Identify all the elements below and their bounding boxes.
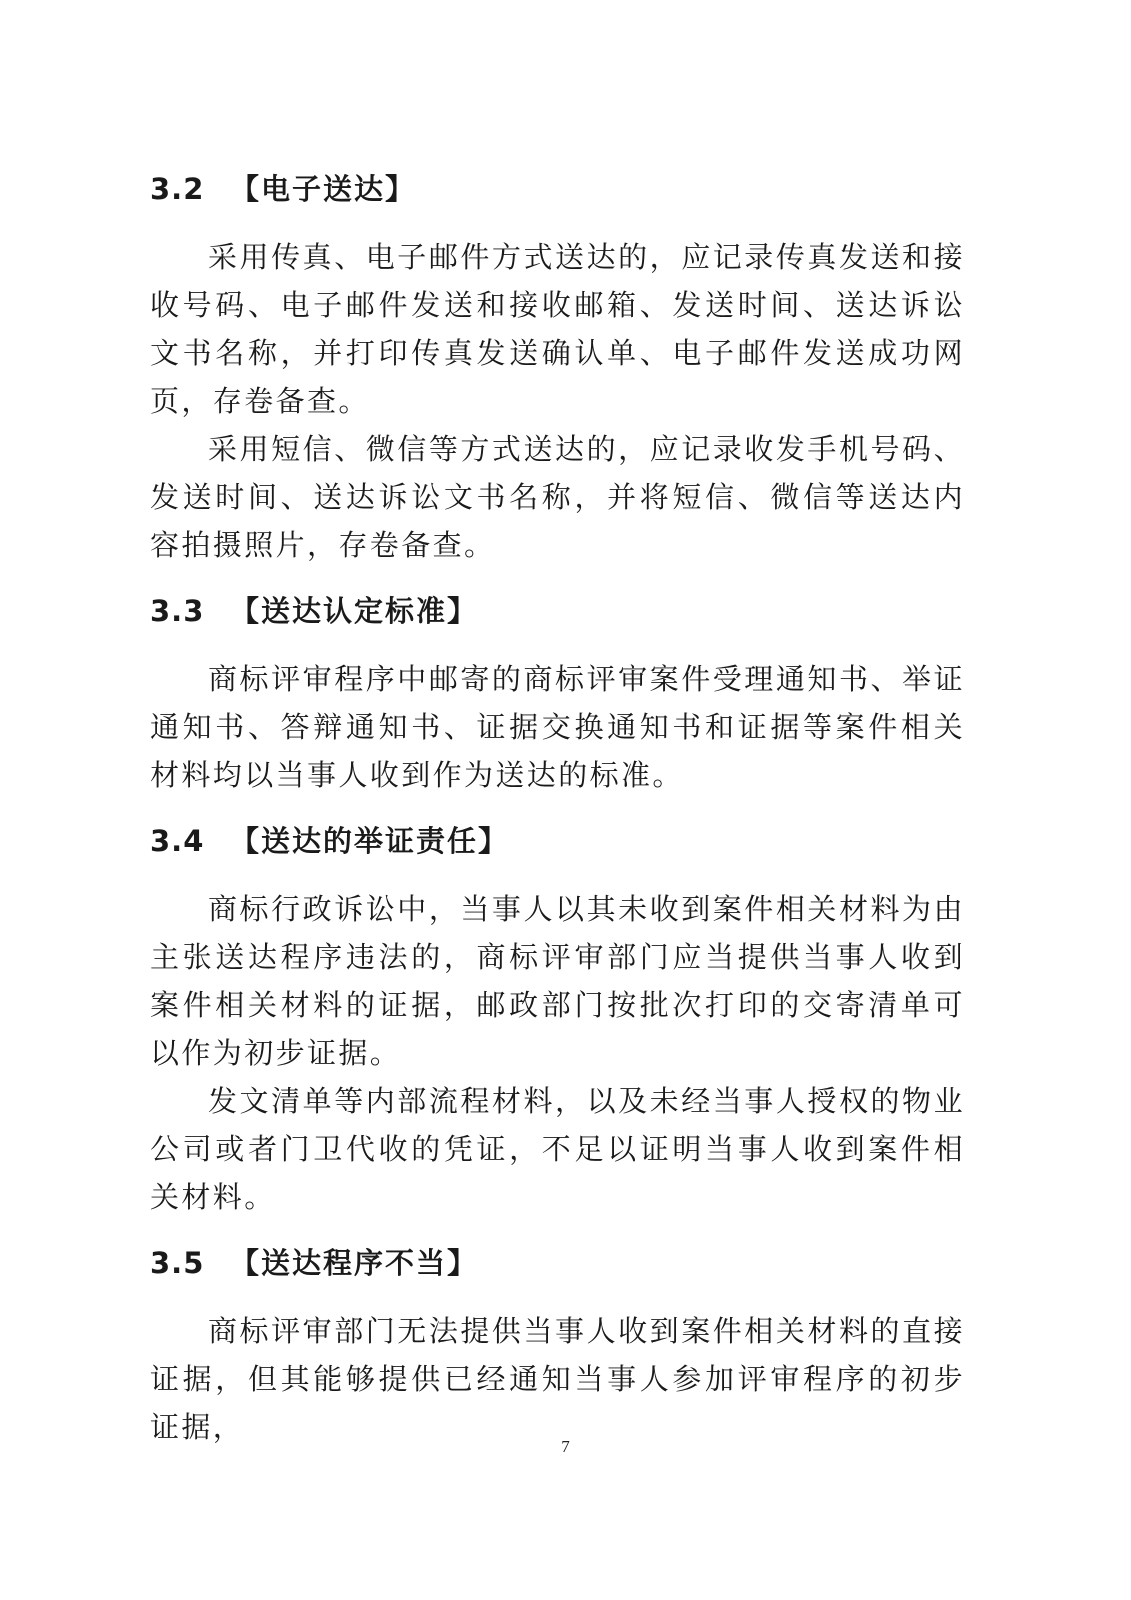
document-body (150, 165, 965, 1451)
section-3-2 (150, 165, 965, 569)
paragraph: 商标评审部门无法提供当事人收到案件相关材料的直接证据，但其能够提供已经通知当事人参加评审程序的初步证据， (150, 1314, 965, 1444)
section-number: 3.3 (150, 594, 205, 628)
paragraph: 采用短信、微信等方式送达的，应记录收发手机号码、发送时间、送达诉讼文书名称，并将短信、微信等送达内容拍摄照片，存卷备查。 (150, 432, 965, 562)
section-number: 3.2 (150, 172, 205, 206)
paragraph: 采用传真、电子邮件方式送达的，应记录传真发送和接收号码、电子邮件发送和接收邮箱、发送时间、送达诉讼文书名称，并打印传真发送确认单、电子邮件发送成功网页，存卷备查。 (150, 240, 965, 418)
section-3-4 (150, 817, 965, 1221)
section-heading (150, 1239, 965, 1287)
section-title: 【电子送达】 (230, 172, 417, 206)
paragraph: 商标行政诉讼中，当事人以其未收到案件相关材料为由主张送达程序违法的，商标评审部门应当提供当事人收到案件相关材料的证据，邮政部门按批次打印的交寄清单可以作为初步证据。 (150, 892, 965, 1070)
paragraph: 商标评审程序中邮寄的商标评审案件受理通知书、举证通知书、答辩通知书、证据交换通知书和证据等案件相关材料均以当事人收到作为送达的标准。 (150, 662, 965, 792)
section-3-3 (150, 587, 965, 799)
paragraph: 发文清单等内部流程材料，以及未经当事人授权的物业公司或者门卫代收的凭证，不足以证明当事人收到案件相关材料。 (150, 1084, 965, 1214)
section-title: 【送达认定标准】 (230, 594, 479, 628)
section-heading (150, 817, 965, 865)
section-number: 3.5 (150, 1246, 205, 1280)
section-title: 【送达的举证责任】 (230, 824, 510, 858)
section-3-5 (150, 1239, 965, 1451)
page-number: 7 (561, 1437, 570, 1456)
section-heading (150, 165, 965, 213)
section-number: 3.4 (150, 824, 205, 858)
section-heading (150, 587, 965, 635)
section-title: 【送达程序不当】 (230, 1246, 479, 1280)
